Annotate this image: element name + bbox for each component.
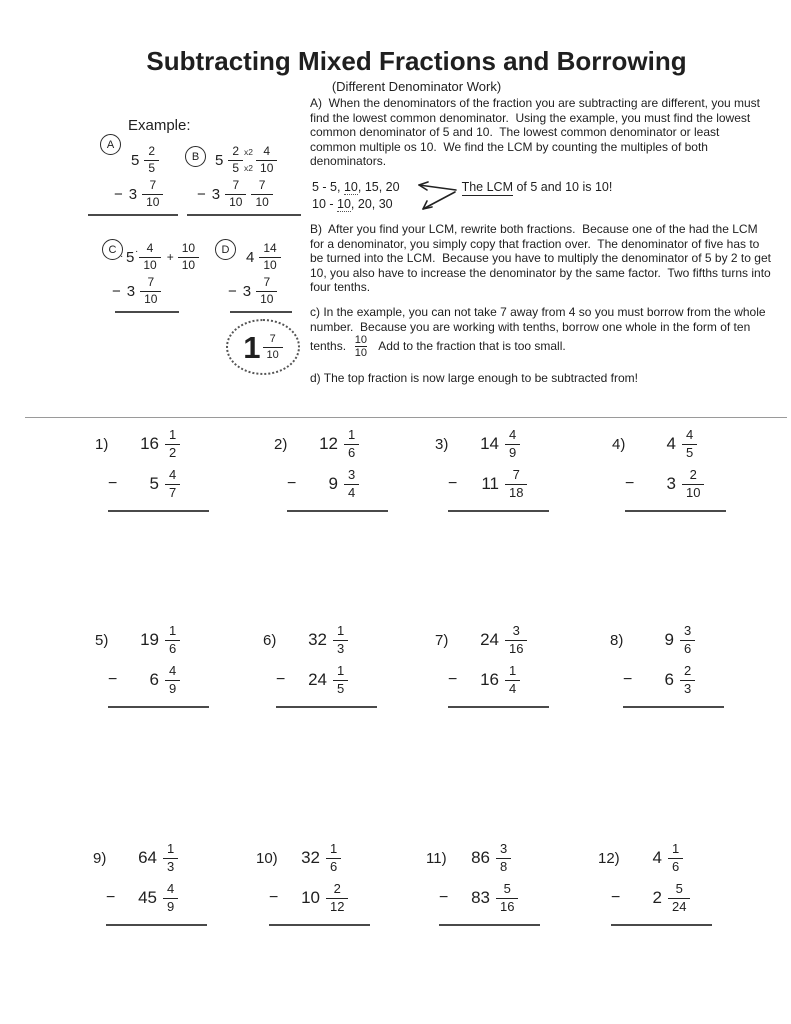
denominator: 16 [496,898,518,915]
multiples-lists [312,179,400,213]
answer-line [448,706,549,708]
whole-number: 5 [149,474,159,493]
numerator: 7 [269,332,276,345]
subtrahend-row [426,878,540,918]
denominator: 6 [344,444,359,461]
fraction [680,664,695,697]
denominator: 5 [333,680,348,697]
circled-letter-a: A [100,134,121,155]
fraction [326,842,341,875]
example-a [88,136,178,216]
lcm-note-text: of 5 and 10 is 10! [512,180,613,194]
whole-number: 32 [308,630,327,649]
problem-number: 12) [598,849,620,867]
subtrahend-row [435,660,549,700]
whole-number: 83 [471,888,490,907]
instruction-b: B) After you find your LCM, rewrite both fractions. Because one of the had the LCM for a denominator, you simply copy that fraction over. The denominator of five has to be turned into the LCM. Because you have to multiply the denominator of 5 by 2 to get 10, you also have to increase the denominator by the same factor. Two fifths turns into four tenths. [310,222,775,295]
minus-sign: − [287,475,297,492]
fraction [505,468,527,501]
problem-6 [263,620,377,708]
denominator: 3 [333,640,348,657]
minuend-row [274,424,388,464]
denominator: 5 [228,160,243,176]
fraction [505,624,527,657]
circled-letter-c: C [102,239,123,260]
fraction [139,242,160,273]
numerator: 1 [337,622,345,638]
minus-sign: − [108,671,118,688]
numerator: 2 [232,143,240,158]
answer-line [269,924,370,926]
numerator: 4 [686,426,694,442]
example-c [88,233,199,313]
circled-letter-b: B [185,146,206,167]
denominator: 6 [668,858,683,875]
answer-whole-number: 1 [243,329,261,365]
example-d-bottom-row [228,275,300,307]
subtrahend-row [93,878,207,918]
fraction [165,468,180,501]
fraction [165,664,180,697]
fraction [165,428,180,461]
numerator: 3 [684,622,692,638]
whole-number: 24 [308,670,327,689]
page-title: Subtracting Mixed Fractions and Borrowing [146,46,687,76]
fraction [140,276,161,307]
numerator: 1 [169,426,177,442]
fraction [259,242,280,273]
numerator: 2 [684,662,692,678]
numerator: 4 [146,240,154,255]
problem-number: 5) [95,631,109,649]
whole-number: 10 [301,888,320,907]
fraction [496,882,518,915]
fraction [142,179,163,210]
numerator: 5 [675,880,683,896]
numerator: 7 [232,177,240,192]
answer-line [230,311,292,313]
numerator: 2 [689,466,697,482]
subtrahend-row [95,464,209,504]
numerator: 1 [672,840,680,856]
denominator: 10 [354,347,367,360]
minuend-row [256,838,370,878]
problem-1 [95,424,209,512]
whole-number: 5 [131,151,140,169]
problem-number: 4) [612,435,626,453]
example-a-bottom-row [114,178,178,210]
whole-number: 86 [471,848,490,867]
denominator: 9 [163,898,178,915]
denominator: 3 [163,858,178,875]
whole-number: 24 [480,630,499,649]
numerator: 2 [148,143,156,158]
numerator: 7 [258,177,266,192]
denominator: 4 [344,484,359,501]
equivalent-fraction [251,179,272,210]
answer-line [439,924,540,926]
subtrahend-row [263,660,377,700]
minuend-row [435,424,549,464]
numerator: 14 [263,240,277,255]
problem-9 [93,838,207,926]
section-divider [25,417,787,418]
whole-number: 32 [301,848,320,867]
numerator: 3 [512,622,520,638]
problem-4 [612,424,726,512]
numerator: 4 [169,662,177,678]
worksheet-header [0,46,791,94]
fraction [668,882,690,915]
answer-line [276,706,377,708]
problem-number: 11) [426,849,447,867]
problem-number: 7) [435,631,449,649]
denominator: 7 [165,484,180,501]
minus-sign: − [197,185,206,203]
minus-sign: − [611,889,621,906]
subtrahend-row [256,878,370,918]
numerator: 7 [512,466,520,482]
whole-number: 3 [211,185,221,203]
denominator: 10 [256,291,277,307]
whole-number: 3 [666,474,676,493]
denominator: 10 [682,484,704,501]
whole-number: 6 [664,670,674,689]
minus-sign: − [448,475,458,492]
subtrahend-row [274,464,388,504]
whole-number: 9 [664,630,674,649]
fraction [228,143,254,176]
fraction [326,882,348,915]
denominator: 10 [251,194,272,210]
answer-circle [226,319,300,375]
whole-number: 16 [140,434,159,453]
problem-8 [610,620,724,708]
problem-11 [426,838,540,926]
fraction [225,179,246,210]
minuend-row [610,620,724,660]
example-a-top-row [131,144,178,176]
page-subtitle: (Different Denominator Work) [331,79,502,94]
numerator: 3 [348,466,356,482]
numerator: 5 [503,880,511,896]
problem-12 [598,838,712,926]
denominator: 4 [505,680,520,697]
subtrahend-row [95,660,209,700]
minus-sign: − [114,185,123,203]
example-d-top-row [246,241,300,273]
fraction [333,624,348,657]
numerator: 4 [263,143,271,158]
fraction [505,664,520,697]
numerator: 7 [263,274,271,289]
problem-number: 8) [610,631,624,649]
problem-5 [95,620,209,708]
problem-number: 2) [274,435,288,453]
numerator: 1 [337,662,345,678]
whole-number: 3 [126,282,136,300]
times-two-label: x2 [244,146,254,157]
minus-sign: − [106,889,116,906]
minus-sign: − [625,475,635,492]
denominator: 3 [680,680,695,697]
denominator: 9 [505,444,520,461]
answer-fraction [263,333,283,361]
subtrahend-row [598,878,712,918]
minus-sign: − [623,671,633,688]
subtrahend-row [435,464,549,504]
underlined-lcm-value: 10 [337,197,351,211]
fraction [682,428,697,461]
fraction [344,468,359,501]
instruction-c-text: Add to the fraction that is too small. [368,338,566,353]
minuend-row [435,620,549,660]
denominator: 10 [142,194,163,210]
answer-line [115,311,179,313]
multiples-text: , 15, 20 [357,180,400,194]
answer-line [625,510,726,512]
numerator: 7 [147,274,155,289]
fraction [256,276,277,307]
denominator: 5 [144,160,159,176]
denominator: 10 [225,194,246,210]
answer-line [287,510,388,512]
answer-line [611,924,712,926]
problem-number: 10) [256,849,278,867]
multiples-of-10 [312,196,400,213]
circled-letter-d: D [215,239,236,260]
minuend-row [598,838,712,878]
fraction [144,145,159,176]
whole-number: 11 [481,474,499,493]
numerator: 3 [500,840,508,856]
denominator: 16 [505,640,527,657]
lcm-note [462,179,613,196]
multiples-of-5 [312,179,400,196]
minuend-row [95,620,209,660]
numerator: 4 [169,466,177,482]
multiples-text: 10 - [312,197,338,211]
problem-10 [256,838,370,926]
multiples-text: , 20, 30 [350,197,393,211]
answer-line [187,214,301,216]
whole-number: 4 [666,434,676,453]
answer-line [106,924,207,926]
example-label: Example: [128,117,191,134]
numerator: 1 [169,622,177,638]
whole-number: 16 [480,670,499,689]
answer-line [448,510,549,512]
numerator: 7 [149,177,157,192]
minus-sign: − [439,889,449,906]
answer-line [108,706,209,708]
whole-number: 14 [480,434,499,453]
whole-number: 3 [242,282,252,300]
minuend-row [93,838,207,878]
denominator: 8 [496,858,511,875]
fraction [668,842,683,875]
denominator: 6 [326,858,341,875]
instruction-c [310,305,780,359]
whole-number: 9 [328,474,338,493]
problem-3 [435,424,549,512]
lcm-fork-arrow-icon [408,181,458,213]
example-b [185,136,301,216]
numerator: 1 [509,662,517,678]
whole-number: 19 [140,630,159,649]
problem-number: 3) [435,435,449,453]
whole-number: 4 [652,848,662,867]
numerator: 10 [354,334,367,347]
numerator: 4 [509,426,517,442]
whole-number: 45 [138,888,157,907]
problem-7 [435,620,549,708]
fraction [344,428,359,461]
fraction [163,842,178,875]
minus-sign: − [448,671,458,688]
answer-line [88,214,178,216]
denominator: 10 [256,160,277,176]
denominator: 2 [165,444,180,461]
problem-number: 6) [263,631,277,649]
denominator: 18 [505,484,527,501]
numerator: 4 [167,880,175,896]
numerator: 1 [167,840,175,856]
fraction [680,624,695,657]
minus-sign: − [112,282,121,300]
denominator: 6 [680,640,695,657]
fraction [496,842,511,875]
inline-fraction [355,334,367,359]
whole-number: 6 [149,670,159,689]
whole-number: 2 [652,888,662,907]
instruction-c-text: c) In the example, you can not take 7 away from 4 so you must borrow from the whole number. Because you are working with tenths, borrow one whole in the form of ten tenths. [310,305,769,353]
problem-number: 9) [93,849,107,867]
numerator: 10 [181,240,196,255]
lcm-note-underlined: The LCM [461,180,513,194]
problem-2 [274,424,388,512]
fraction [163,882,178,915]
example-d [210,233,300,375]
fraction [505,428,520,461]
example-c-top-row [126,241,199,273]
fraction [165,624,180,657]
denominator: 9 [165,680,180,697]
fraction [333,664,348,697]
whole-number: 5 [215,151,224,169]
borrowed-fraction [178,242,199,273]
lcm-multiples [312,179,612,213]
example-b-top-row [215,144,301,176]
instruction-d: d) The top fraction is now large enough to be subtracted from! [310,371,638,385]
denominator: 10 [140,291,161,307]
denominator: 6 [165,640,180,657]
example-b-bottom-row [197,178,301,210]
subtrahend-row [610,660,724,700]
subtrahend-row [612,464,726,504]
numerator: 2 [333,880,341,896]
multiples-text: 5 - 5, [312,180,344,194]
minuend-row [426,838,540,878]
plus-sign: + [166,250,174,264]
times-two-label: x2 [244,162,254,173]
underlined-lcm-value: 10 [343,180,358,194]
denominator: 10 [178,257,199,273]
whole-number: 64 [138,848,157,867]
equivalent-fraction [256,145,277,176]
instruction-a: A) When the denominators of the fraction you are subtracting are different, you must find the lowest common denominator. Using the example, you must find the lowest common denominator of 5 and 10. The lowest common denominator or least common multiple os 10. We find the LCM by counting the multiples of both denominators. [310,96,764,169]
numerator: 1 [330,840,338,856]
fraction [682,468,704,501]
minuend-row [263,620,377,660]
answer-line [108,510,209,512]
denominator: 10 [259,257,280,273]
whole-number: 3 [128,185,138,203]
minuend-row [612,424,726,464]
numerator: 1 [348,426,356,442]
denominator: 10 [263,347,283,362]
minus-sign: − [108,475,118,492]
whole-number: 4 [246,248,255,266]
denominator: 12 [326,898,348,915]
minus-sign: − [276,671,286,688]
denominator: 5 [682,444,697,461]
example-c-bottom-row [112,275,199,307]
whole-number: · 5 · [126,249,134,266]
whole-number: 12 [319,434,338,453]
minus-sign: − [269,889,279,906]
answer-line [623,706,724,708]
denominator: 24 [668,898,690,915]
denominator: 10 [139,257,160,273]
problem-number: 1) [95,435,109,453]
minuend-row [95,424,209,464]
minus-sign: − [228,282,237,300]
